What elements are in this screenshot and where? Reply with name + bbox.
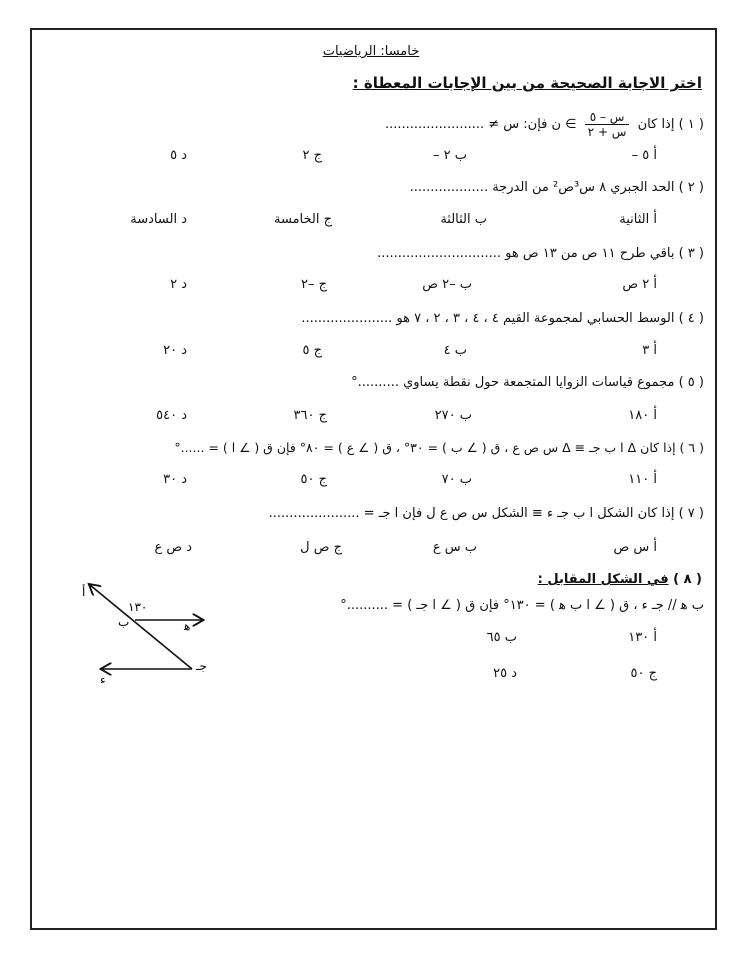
page-border bbox=[30, 28, 717, 930]
q7-option-b[interactable]: ب س ع bbox=[432, 540, 477, 555]
question-1-text-before: ( ١ ) إذا كان bbox=[637, 117, 704, 132]
q3-option-a[interactable]: ﺃ ٢ ص bbox=[622, 277, 657, 292]
question-8-number: ( ٨ ) bbox=[673, 572, 702, 587]
page-title: خامسا: الرياضيات bbox=[322, 44, 420, 59]
q2-option-c[interactable]: ج الخامسة bbox=[274, 212, 332, 227]
q5-option-d[interactable]: د ٥٤٠ bbox=[156, 408, 187, 423]
instruction-heading: اختر الاجابة الصحيحة من بين الإجابات المعطاة : bbox=[352, 74, 702, 92]
q1-option-b[interactable]: ب ٢ – bbox=[433, 148, 467, 163]
q8-option-a[interactable]: ﺃ ١٣٠ bbox=[628, 630, 657, 645]
q8-option-d[interactable]: د ٢٥ bbox=[493, 666, 517, 681]
q5-option-b[interactable]: ب ٢٧٠ bbox=[434, 408, 472, 423]
question-8-header bbox=[538, 572, 702, 587]
fraction-numerator: س – ٥ bbox=[585, 110, 630, 125]
q8-option-b[interactable]: ب ٦٥ bbox=[486, 630, 517, 645]
q4-option-c[interactable]: ج ٥ bbox=[302, 343, 322, 358]
q5-option-a[interactable]: ﺃ ١٨٠ bbox=[628, 408, 657, 423]
geometry-figure bbox=[80, 578, 230, 688]
q6-option-b[interactable]: ب ٧٠ bbox=[441, 472, 472, 487]
q6-option-c[interactable]: ج ٥٠ bbox=[300, 472, 327, 487]
q7-option-c[interactable]: ج ص ل bbox=[300, 540, 342, 555]
q3-option-b[interactable]: ب –٢ ص bbox=[422, 277, 472, 292]
question-5: ( ٥ ) مجموع قياسات الزوايا المتجمعة حول نقطة يساوي ..........° bbox=[351, 375, 704, 390]
fraction-denominator: س + ٢ bbox=[587, 125, 627, 139]
q1-option-a[interactable]: ﺃ ٥ – bbox=[631, 148, 657, 163]
q8-option-c[interactable]: ج ٥٠ bbox=[630, 666, 657, 681]
label-c: جـ bbox=[196, 659, 207, 673]
q2-option-d[interactable]: د السادسة bbox=[130, 212, 187, 227]
question-1 bbox=[385, 110, 704, 139]
question-1-fraction bbox=[585, 110, 630, 139]
question-8: ب ﻫ // جـ ء ، ق ( ∠ ا ب ﻫ ) = ١٣٠° فإن ق ( ∠ ا جـ ) = ..........° bbox=[340, 598, 704, 613]
label-angle: ١٣٠ bbox=[128, 600, 148, 614]
q5-option-c[interactable]: ج ٣٦٠ bbox=[293, 408, 327, 423]
q4-option-a[interactable]: ﺃ ٣ bbox=[642, 343, 657, 358]
question-1-text-after: ∋ ن فإن: س ≠ ........................ bbox=[384, 117, 577, 132]
label-d: ء bbox=[100, 673, 106, 687]
q7-option-d[interactable]: د ص ع bbox=[154, 540, 192, 555]
question-3: ( ٣ ) باقي طرح ١١ ص من ١٣ ص هو .............................. bbox=[377, 246, 704, 261]
question-8-heading: في الشكل المقابل : bbox=[537, 572, 669, 587]
q7-option-a[interactable]: ﺃ س ص bbox=[613, 540, 657, 555]
q1-option-c[interactable]: ج ٢ bbox=[302, 148, 322, 163]
q4-option-b[interactable]: ب ٤ bbox=[443, 343, 467, 358]
transversal-line bbox=[90, 585, 192, 669]
q4-option-d[interactable]: د ٢٠ bbox=[163, 343, 187, 358]
question-6: ( ٦ ) إذا كان Δ ا ب جـ ≡ Δ س ص ع ، ق ( ∠ ب ) = ٣٠° ، ق ( ∠ ع ) = ٨٠° فإن ق ( ∠ ا ) = ......° bbox=[174, 440, 704, 455]
q3-option-c[interactable]: ج –٢ bbox=[300, 277, 327, 292]
q3-option-d[interactable]: د ٢ bbox=[170, 277, 187, 292]
label-h: ﻫ bbox=[184, 619, 191, 633]
q1-option-d[interactable]: د ٥ bbox=[170, 148, 187, 163]
question-2: ( ٢ ) الحد الجبري ٨ س³ص² من الدرجة ................... bbox=[409, 180, 704, 195]
q6-option-a[interactable]: ﺃ ١١٠ bbox=[628, 472, 657, 487]
label-b: ب bbox=[118, 615, 130, 629]
label-a: أ bbox=[82, 585, 86, 599]
question-4: ( ٤ ) الوسط الحسابي لمجموعة القيم ٤ ، ٤ ، ٣ ، ٢ ، ٧ هو ...................... bbox=[301, 311, 704, 326]
q2-option-b[interactable]: ب الثالثة bbox=[440, 212, 487, 227]
q6-option-d[interactable]: د ٣٠ bbox=[163, 472, 187, 487]
question-7: ( ٧ ) إذا كان الشكل ا ب جـ ء ≡ الشكل س ص ع ل فإن ا جـ = ...................... bbox=[268, 506, 704, 521]
q2-option-a[interactable]: ﺃ الثانية bbox=[619, 212, 657, 227]
